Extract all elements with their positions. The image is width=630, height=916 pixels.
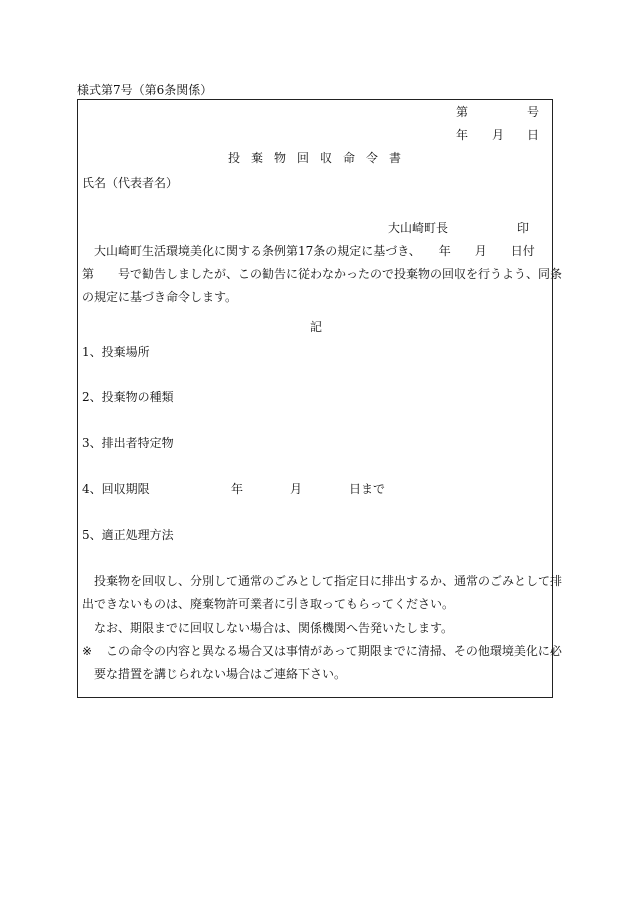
title-char: 収 [320, 151, 333, 165]
title-char: 回 [297, 151, 310, 165]
form-label: 様式第7号（第6条関係） [77, 83, 213, 97]
item-4: 4、回収期限 [82, 482, 150, 496]
item-4-nen: 年 [231, 482, 244, 496]
ki-heading: 記 [310, 320, 323, 334]
body-line-3: の規定に基づき命令します。 [82, 290, 238, 304]
notice-line-1: 投棄物を回収し、分別して通常のごみとして指定日に排出するか、通常のごみとして排 [94, 574, 563, 588]
title-char: 棄 [251, 151, 264, 165]
header-tsuki: 月 [492, 128, 505, 142]
note-line-2: 要な措置を講じられない場合はご連絡下さい。 [94, 667, 347, 681]
item-3: 3、排出者特定物 [82, 436, 174, 450]
note-mark: ※ [82, 644, 93, 658]
body-line-2: 第 号で勧告しましたが、この勧告に従わなかったので投棄物の回収を行うよう、同条 [82, 267, 563, 281]
item-2: 2、投棄物の種類 [82, 390, 174, 404]
item-4-hi: 日まで [349, 482, 386, 496]
title-char: 命 [343, 151, 356, 165]
issuer-seal: 印 [517, 221, 530, 235]
notice-line-2: 出できないものは、廃棄物許可業者に引き取ってもらってください。 [82, 597, 455, 611]
item-1: 1、投棄場所 [82, 345, 150, 359]
issuer-name: 大山崎町長 [388, 221, 449, 235]
header-hi: 日 [527, 128, 540, 142]
header-dai: 第 [456, 105, 469, 119]
item-4-tsuki: 月 [290, 482, 303, 496]
title-char: 投 [228, 151, 241, 165]
recipient-label: 氏名（代表者名） [82, 176, 179, 190]
notice-line-3: なお、期限までに回収しない場合は、関係機関へ告発いたします。 [94, 621, 454, 635]
title-char: 書 [389, 151, 402, 165]
document-title [228, 152, 412, 164]
title-char: 令 [366, 151, 379, 165]
header-go: 号 [527, 105, 540, 119]
item-5: 5、適正処理方法 [82, 528, 174, 542]
note-line-1: この命令の内容と異なる場合又は事情があって期限までに清掃、その他環境美化に必 [106, 644, 562, 658]
header-nen: 年 [456, 128, 469, 142]
body-line-1: 大山崎町生活環境美化に関する条例第17条の規定に基づき、 年 月 日付 [94, 244, 535, 258]
title-char: 物 [274, 151, 287, 165]
